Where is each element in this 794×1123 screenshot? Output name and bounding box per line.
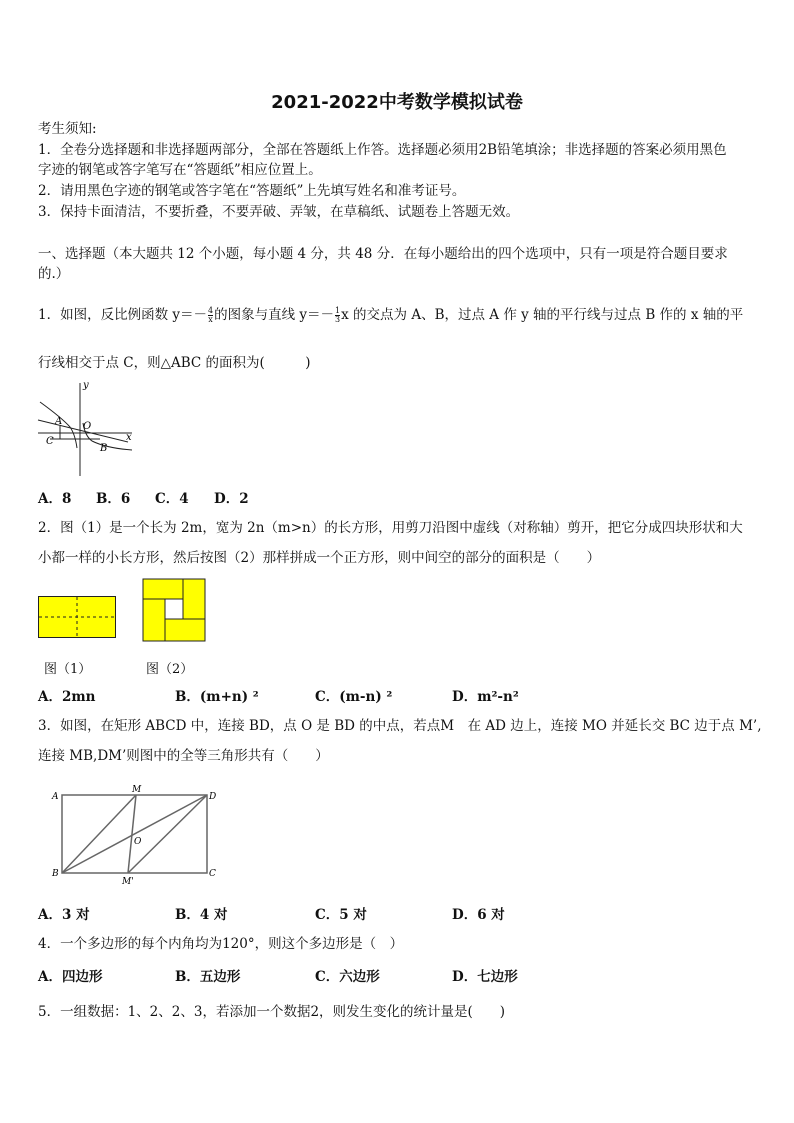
notice-heading: 考生须知:	[38, 121, 97, 137]
q1-option-d: D．2	[214, 491, 249, 507]
q1-graph-figure	[36, 378, 140, 478]
q1-fraction-1-den: x	[208, 315, 213, 324]
q3-label-b: B	[52, 869, 59, 879]
q2-piece-bottom	[165, 619, 205, 641]
q1-text-b: 的图象与直线 y＝－	[214, 307, 335, 323]
q2-piece-left	[143, 599, 165, 641]
q2-stem: 2．图（1）是一个长为 2m，宽为 2n（m>n）的长方形，用剪刀沿图中虚线（对称轴）剪开，把它分成四块形状和大	[38, 520, 743, 536]
q4-option-c: C．六边形	[315, 969, 380, 985]
q3-segment-mb	[62, 795, 136, 873]
q2-option-a: A．2mn	[38, 689, 96, 705]
q4-option-d: D．七边形	[452, 969, 518, 985]
q1-option-a: A．8	[38, 491, 72, 507]
q1-label-x: x	[126, 432, 132, 443]
q3-label-c: C	[209, 869, 216, 879]
q2-figure-1-caption: 图（1）	[44, 662, 92, 677]
q1-fraction-1-num: 4	[208, 306, 214, 315]
q3-option-a: A．3 对	[38, 907, 90, 923]
q4-stem: 4．一个多边形的每个内角均为120°，则这个多边形是（ ）	[38, 936, 404, 952]
q3-label-m-prime: M'	[122, 877, 134, 887]
q3-option-d: D．6 对	[452, 907, 505, 923]
q3-stem: 3．如图，在矩形 ABCD 中，连接 BD，点 O 是 BD 的中点，若点M 在 AD 边上，连接 MO 并延长交 BC 边于点 M’,	[38, 718, 762, 734]
q3-label-a: A	[52, 792, 59, 802]
q1-fraction-2-den: 3	[335, 315, 341, 324]
q2-option-c: C．(m-n) ²	[315, 689, 393, 705]
q3-stem-cont: 连接 MB,DM’则图中的全等三角形共有（ ）	[38, 748, 329, 764]
q4-option-b: B．五边形	[175, 969, 241, 985]
q2-figure-2	[142, 578, 206, 642]
q3-option-b: B．4 对	[175, 907, 228, 923]
notice-item-3: 3．保持卡面清洁，不要折叠，不要弄破、弄皱，在草稿纸、试题卷上答题无效。	[38, 204, 520, 220]
q2-center-hole	[165, 599, 183, 619]
q1-option-c: C．4	[155, 491, 189, 507]
section-heading: 一、选择题（本大题共 12 个小题，每小题 4 分，共 48 分．在每小题给出的四个选项中，只有一项是符合题目要求	[38, 246, 728, 262]
q2-piece-right	[183, 579, 205, 619]
q3-label-d: D	[209, 792, 217, 802]
q3-options	[38, 903, 758, 923]
notice-item-1-cont: 字迹的钢笔或答字笔写在“答题纸”相应位置上。	[38, 162, 322, 178]
notice-item-1: 1．全卷分选择题和非选择题两部分，全部在答题纸上作答。选择题必须用2B铅笔填涂；非选择题的答案必须用黑色	[38, 142, 727, 158]
q3-label-m: M	[132, 785, 142, 795]
q1-fraction-2	[335, 307, 340, 324]
q4-options	[38, 965, 758, 985]
q2-option-b: B．(m+n) ²	[175, 689, 259, 705]
q1-stem	[38, 305, 758, 325]
q1-label-o: O	[83, 421, 92, 432]
q2-stem-cont: 小都一样的小长方形，然后按图（2）那样拼成一个正方形，则中间空的部分的面积是（ ）	[38, 550, 601, 566]
q2-figure-1	[38, 596, 116, 638]
q3-rectangle-figure	[44, 782, 224, 888]
q1-option-b: B．6	[96, 491, 131, 507]
q3-label-o: O	[134, 837, 142, 847]
q1-text-a: 1．如图，反比例函数 y＝－	[38, 307, 208, 323]
q4-option-a: A．四边形	[38, 969, 103, 985]
q1-label-b: B	[100, 443, 108, 454]
q5-stem: 5．一组数据：1、2、2、3，若添加一个数据2，则发生变化的统计量是( )	[38, 1004, 506, 1020]
q1-text-c: x 的交点为 A、B，过点 A 作 y 轴的平行线与过点 B 作的 x 轴的平	[341, 307, 744, 323]
q1-label-y: y	[83, 380, 89, 391]
q3-segment-dm	[128, 795, 207, 873]
q2-piece-top	[143, 579, 183, 599]
page-title: 2021-2022中考数学模拟试卷	[271, 92, 523, 113]
notice-item-2: 2．请用黑色字迹的钢笔或答字笔在“答题纸”上先填写姓名和准考证号。	[38, 183, 466, 199]
q2-option-d: D．m²-n²	[452, 689, 519, 705]
section-heading-cont: 的.）	[38, 266, 70, 282]
q1-label-c: C	[46, 436, 54, 447]
q1-label-a: A	[55, 416, 63, 427]
q2-figure-2-caption: 图（2）	[146, 662, 194, 677]
q1-fraction-2-num: 1	[335, 306, 341, 315]
q1-fraction-1	[208, 307, 213, 324]
q2-options	[38, 685, 758, 705]
q1-stem-cont: 行线相交于点 C，则△ABC 的面积为( )	[38, 355, 311, 371]
q1-options	[38, 487, 758, 507]
q3-option-c: C．5 对	[315, 907, 367, 923]
